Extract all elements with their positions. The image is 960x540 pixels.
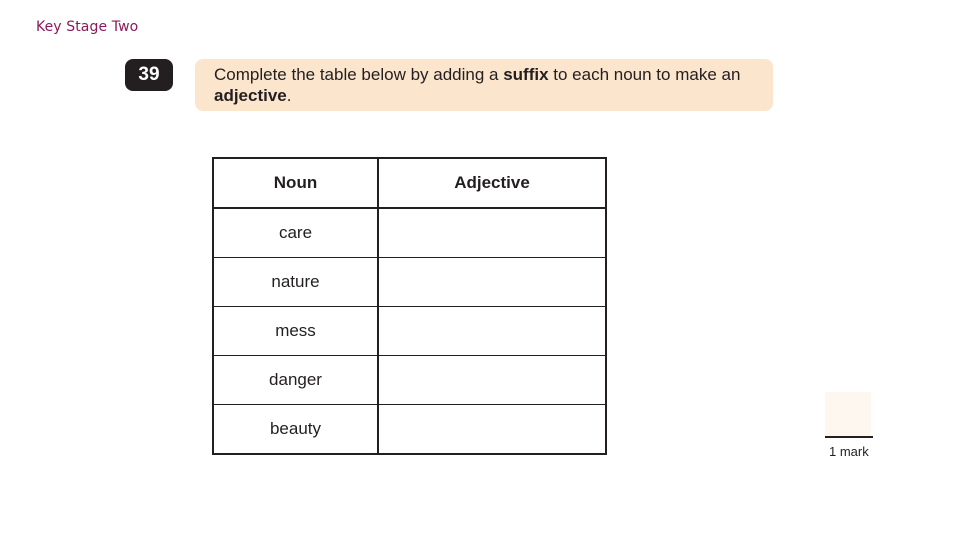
noun-cell: mess xyxy=(213,307,378,356)
mark-box xyxy=(825,392,871,436)
header-adjective: Adjective xyxy=(378,158,606,208)
table-row xyxy=(213,258,606,307)
question-prompt xyxy=(195,59,773,111)
adjective-answer-cell[interactable] xyxy=(378,356,606,405)
noun-cell: care xyxy=(213,208,378,258)
noun-cell: nature xyxy=(213,258,378,307)
prompt-text-2: to each noun to make an xyxy=(548,65,741,84)
prompt-text-1: Complete the table below by adding a xyxy=(214,65,504,84)
adjective-answer-cell[interactable] xyxy=(378,405,606,455)
table-row xyxy=(213,307,606,356)
header-label: Key Stage Two xyxy=(36,19,139,35)
noun-cell: danger xyxy=(213,356,378,405)
prompt-keyword-adjective: adjective xyxy=(214,86,287,105)
adjective-answer-cell[interactable] xyxy=(378,258,606,307)
table-row xyxy=(213,208,606,258)
answer-table xyxy=(212,157,607,455)
table-header-row xyxy=(213,158,606,208)
table-row xyxy=(213,356,606,405)
question-number-badge: 39 xyxy=(125,59,173,91)
mark-divider xyxy=(825,436,873,438)
header-noun: Noun xyxy=(213,158,378,208)
adjective-answer-cell[interactable] xyxy=(378,307,606,356)
adjective-answer-cell[interactable] xyxy=(378,208,606,258)
noun-cell: beauty xyxy=(213,405,378,455)
prompt-text-3: . xyxy=(286,86,292,105)
mark-label: 1 mark xyxy=(829,444,869,459)
table-row xyxy=(213,405,606,455)
prompt-keyword-suffix: suffix xyxy=(503,65,549,84)
